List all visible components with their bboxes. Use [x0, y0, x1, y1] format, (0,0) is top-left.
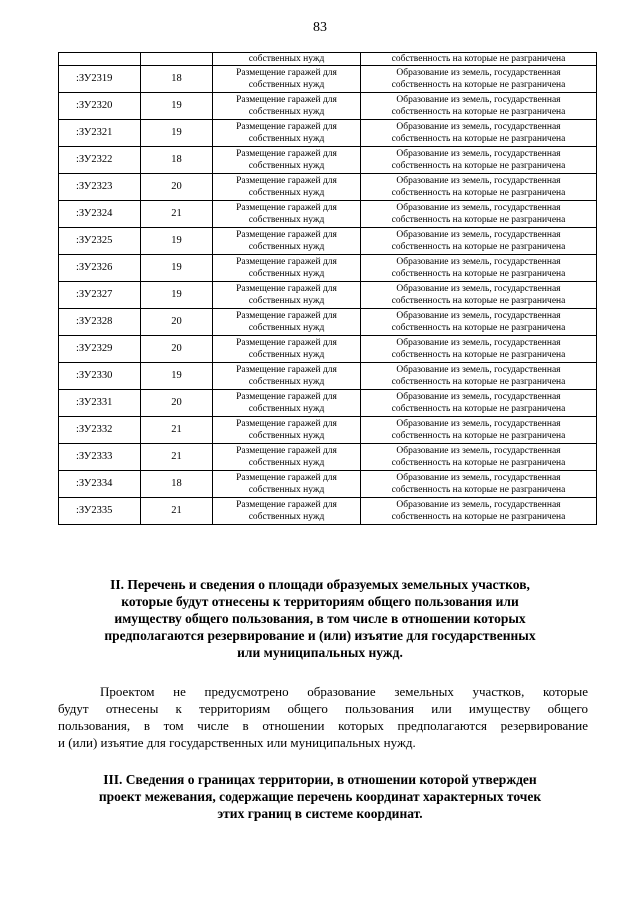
paragraph-line: Проектом не предусмотрено образование земельных участков, которые — [100, 684, 588, 699]
method-line-1: Образование из земель, государственная — [396, 257, 561, 267]
cell-area: 21 — [141, 201, 213, 228]
cell-purpose — [213, 147, 361, 174]
purpose-line-1: Размещение гаражей для — [236, 392, 337, 402]
method-line-2: собственность на которые не разграничена — [391, 431, 566, 441]
purpose-line-1: Размещение гаражей для — [236, 68, 337, 78]
table-continuation-row — [59, 53, 597, 66]
purpose-line-1: Размещение гаражей для — [236, 311, 337, 321]
cell-purpose — [213, 282, 361, 309]
purpose-line-2: собственных нужд — [248, 134, 325, 144]
cell-id: :ЗУ2319 — [59, 66, 141, 93]
method-line-1: Образование из земель, государственная — [396, 338, 561, 348]
cell-method — [361, 471, 597, 498]
cell-area: 20 — [141, 390, 213, 417]
cell-purpose — [213, 390, 361, 417]
section-ii-line: или муниципальных нужд. — [237, 645, 403, 660]
purpose-line-1: Размещение гаражей для — [236, 284, 337, 294]
method-line-1: Образование из земель, государственная — [396, 95, 561, 105]
purpose-line-2: собственных нужд — [248, 404, 325, 414]
section-iii-heading — [0, 771, 640, 822]
cell-method — [361, 93, 597, 120]
cell-purpose — [213, 444, 361, 471]
cell-purpose — [213, 498, 361, 525]
cell-id — [59, 53, 141, 66]
table-row — [59, 147, 597, 174]
method-line-2: собственность на которые не разграничена — [391, 134, 566, 144]
purpose-line-2: собственных нужд — [248, 269, 325, 279]
table-row — [59, 309, 597, 336]
purpose-line-2: собственных нужд — [248, 242, 325, 252]
method-line-1: Образование из земель, государственная — [396, 446, 561, 456]
page-number: 83 — [313, 20, 327, 35]
paragraph-line: и (или) изъятие для государственных или муниципальных нужд. — [58, 735, 416, 750]
cell-id: :ЗУ2324 — [59, 201, 141, 228]
cell-method — [361, 120, 597, 147]
cell-purpose — [213, 363, 361, 390]
cell-id: :ЗУ2322 — [59, 147, 141, 174]
cell-method — [361, 147, 597, 174]
table-row — [59, 93, 597, 120]
cell-id: :ЗУ2333 — [59, 444, 141, 471]
section-ii-heading — [0, 576, 640, 661]
method-line-2: собственность на которые не разграничена — [391, 323, 566, 333]
method-line-2: собственность на которые не разграничена — [391, 458, 566, 468]
section-ii-line: II. Перечень и сведения о площади образуемых земельных участков, — [110, 577, 530, 592]
parcels-table — [58, 52, 597, 525]
cell-method — [361, 336, 597, 363]
method-line-1: Образование из земель, государственная — [396, 473, 561, 483]
table-row — [59, 66, 597, 93]
cell-method: собственность на которые не разграничена — [361, 53, 597, 66]
method-line-1: Образование из земель, государственная — [396, 149, 561, 159]
purpose-line-2: собственных нужд — [248, 188, 325, 198]
cell-area: 19 — [141, 93, 213, 120]
purpose-line-1: Размещение гаражей для — [236, 338, 337, 348]
purpose-line-2: собственных нужд — [248, 296, 325, 306]
table-row — [59, 444, 597, 471]
method-line-2: собственность на которые не разграничена — [391, 350, 566, 360]
cell-purpose: собственных нужд — [213, 53, 361, 66]
method-line-1: Образование из земель, государственная — [396, 230, 561, 240]
table-row — [59, 120, 597, 147]
cell-method — [361, 309, 597, 336]
cell-purpose — [213, 336, 361, 363]
table-row — [59, 255, 597, 282]
cell-method — [361, 390, 597, 417]
section-ii-line: имуществу общего пользования, в том числе в отношении которых — [114, 611, 526, 626]
cell-area: 19 — [141, 363, 213, 390]
purpose-line-1: Размещение гаражей для — [236, 473, 337, 483]
cell-method — [361, 498, 597, 525]
section-iii-line: проект межевания, содержащие перечень координат характерных точек — [98, 789, 542, 804]
cell-area: 18 — [141, 66, 213, 93]
method-line-2: собственность на которые не разграничена — [391, 107, 566, 117]
paragraph-line: пользования, в том числе в отношении которых предполагаются резервирование — [58, 718, 588, 733]
purpose-line-1: Размещение гаражей для — [236, 149, 337, 159]
table-row — [59, 498, 597, 525]
purpose-line-2: собственных нужд — [248, 458, 325, 468]
method-line-2: собственность на которые не разграничена — [391, 188, 566, 198]
purpose-line-2: собственных нужд — [248, 80, 325, 90]
purpose-line-2: собственных нужд — [248, 215, 325, 225]
cell-id: :ЗУ2329 — [59, 336, 141, 363]
method-line-1: Образование из земель, государственная — [396, 365, 561, 375]
cell-purpose — [213, 201, 361, 228]
cell-area: 19 — [141, 228, 213, 255]
cell-area: 21 — [141, 444, 213, 471]
cell-purpose — [213, 120, 361, 147]
method-line-2: собственность на которые не разграничена — [391, 512, 566, 522]
cell-method — [361, 282, 597, 309]
method-line-2: собственность на которые не разграничена — [391, 242, 566, 252]
cell-purpose — [213, 471, 361, 498]
table-row — [59, 228, 597, 255]
purpose-line-2: собственных нужд — [248, 107, 325, 117]
table-row — [59, 363, 597, 390]
cell-purpose — [213, 417, 361, 444]
cell-area: 20 — [141, 174, 213, 201]
method-line-2: собственность на которые не разграничена — [391, 80, 566, 90]
cell-purpose — [213, 309, 361, 336]
method-line-1: Образование из земель, государственная — [396, 500, 561, 510]
method-line-2: собственность на которые не разграничена — [391, 215, 566, 225]
cell-purpose — [213, 228, 361, 255]
purpose-line-1: Размещение гаражей для — [236, 257, 337, 267]
cell-id: :ЗУ2320 — [59, 93, 141, 120]
method-line-1: Образование из земель, государственная — [396, 203, 561, 213]
cell-area: 21 — [141, 498, 213, 525]
purpose-line-1: Размещение гаражей для — [236, 203, 337, 213]
section-ii-line: которые будут отнесены к территориям общего пользования или — [121, 594, 519, 609]
cell-method — [361, 174, 597, 201]
cell-id: :ЗУ2330 — [59, 363, 141, 390]
method-line-2: собственность на которые не разграничена — [391, 161, 566, 171]
cell-area: 18 — [141, 471, 213, 498]
cell-method — [361, 228, 597, 255]
purpose-line-1: Размещение гаражей для — [236, 95, 337, 105]
cell-area: 19 — [141, 120, 213, 147]
cell-id: :ЗУ2323 — [59, 174, 141, 201]
cell-area: 18 — [141, 147, 213, 174]
purpose-line-2: собственных нужд — [248, 512, 325, 522]
method-line-2: собственность на которые не разграничена — [391, 485, 566, 495]
table-row — [59, 471, 597, 498]
method-line-1: Образование из земель, государственная — [396, 122, 561, 132]
purpose-line-1: Размещение гаражей для — [236, 122, 337, 132]
cell-id: :ЗУ2321 — [59, 120, 141, 147]
purpose-line-1: Размещение гаражей для — [236, 446, 337, 456]
purpose-line-2: собственных нужд — [248, 485, 325, 495]
cell-id: :ЗУ2325 — [59, 228, 141, 255]
cell-method — [361, 363, 597, 390]
no-land-parcels-paragraph — [58, 683, 588, 751]
method-line-1: Образование из земель, государственная — [396, 68, 561, 78]
cell-purpose — [213, 174, 361, 201]
purpose-line-1: Размещение гаражей для — [236, 230, 337, 240]
cell-area: 19 — [141, 282, 213, 309]
table-row — [59, 417, 597, 444]
purpose-line-2: собственных нужд — [248, 431, 325, 441]
cell-id: :ЗУ2327 — [59, 282, 141, 309]
cell-area: 20 — [141, 336, 213, 363]
purpose-line-1: Размещение гаражей для — [236, 365, 337, 375]
cell-purpose — [213, 93, 361, 120]
cell-method — [361, 444, 597, 471]
paragraph-line: будут отнесены к территориям общего пользования или имуществу общего — [58, 701, 588, 716]
cell-id: :ЗУ2332 — [59, 417, 141, 444]
purpose-line-2: собственных нужд — [248, 323, 325, 333]
purpose-line-1: Размещение гаражей для — [236, 419, 337, 429]
table-row — [59, 390, 597, 417]
method-line-2: собственность на которые не разграничена — [391, 377, 566, 387]
cell-area: 19 — [141, 255, 213, 282]
table-row — [59, 282, 597, 309]
cell-method — [361, 417, 597, 444]
table-row — [59, 174, 597, 201]
table-row — [59, 201, 597, 228]
method-line-1: Образование из земель, государственная — [396, 284, 561, 294]
table-row — [59, 336, 597, 363]
method-line-1: Образование из земель, государственная — [396, 392, 561, 402]
cell-method — [361, 66, 597, 93]
method-line-2: собственность на которые не разграничена — [391, 269, 566, 279]
cell-purpose — [213, 66, 361, 93]
cell-id: :ЗУ2331 — [59, 390, 141, 417]
method-line-1: Образование из земель, государственная — [396, 311, 561, 321]
method-line-2: собственность на которые не разграничена — [391, 296, 566, 306]
cell-area: 20 — [141, 309, 213, 336]
method-line-1: Образование из земель, государственная — [396, 176, 561, 186]
cell-area — [141, 53, 213, 66]
section-iii-line: этих границ в системе координат. — [217, 806, 423, 821]
cell-id: :ЗУ2334 — [59, 471, 141, 498]
cell-area: 21 — [141, 417, 213, 444]
section-iii-line: III. Сведения о границах территории, в отношении которой утвержден — [103, 772, 537, 787]
method-line-2: собственность на которые не разграничена — [391, 404, 566, 414]
purpose-line-2: собственных нужд — [248, 161, 325, 171]
cell-id: :ЗУ2326 — [59, 255, 141, 282]
purpose-line-1: Размещение гаражей для — [236, 176, 337, 186]
cell-purpose — [213, 255, 361, 282]
purpose-line-2: собственных нужд — [248, 377, 325, 387]
method-line-1: Образование из земель, государственная — [396, 419, 561, 429]
cell-id: :ЗУ2328 — [59, 309, 141, 336]
cell-id: :ЗУ2335 — [59, 498, 141, 525]
cell-method — [361, 201, 597, 228]
section-ii-line: предполагаются резервирование и (или) изъятие для государственных — [104, 628, 536, 643]
purpose-line-1: Размещение гаражей для — [236, 500, 337, 510]
cell-method — [361, 255, 597, 282]
purpose-line-2: собственных нужд — [248, 350, 325, 360]
